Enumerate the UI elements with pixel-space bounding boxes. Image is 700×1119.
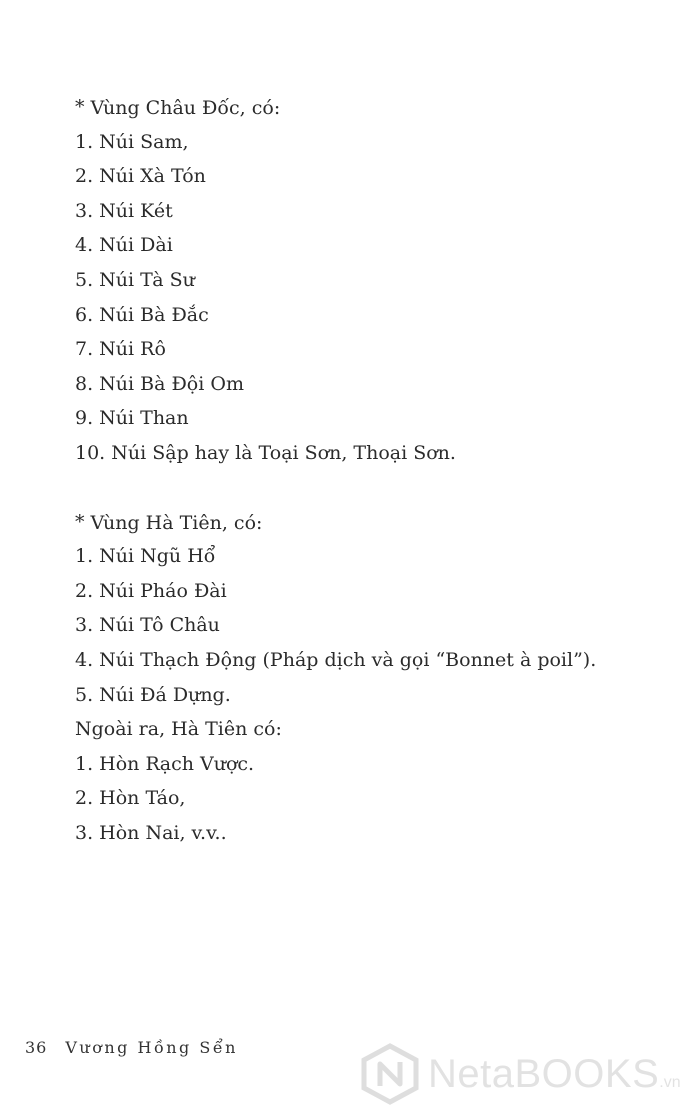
- page-body: [75, 90, 675, 850]
- list-item: 10. Núi Sập hay là Toại Sơn, Thoại Sơn.: [75, 441, 456, 464]
- author-name: Vương Hồng Sển: [65, 1038, 238, 1057]
- asterisk-icon: *: [75, 510, 85, 533]
- list-item: 2. Núi Xà Tón: [75, 165, 206, 188]
- asterisk-icon: *: [75, 96, 85, 118]
- netabooks-logo-icon: [360, 1042, 420, 1106]
- list-item: 7. Núi Rô: [75, 338, 166, 361]
- list-item: 2. Hòn Táo,: [75, 787, 186, 810]
- watermark-brand: NetaBOOKS: [428, 1052, 660, 1096]
- list-item: 1. Núi Sam,: [75, 130, 189, 153]
- section-spacer: [75, 471, 675, 505]
- watermark: [360, 1042, 695, 1106]
- list-item: 2. Núi Pháo Đài: [75, 579, 227, 602]
- section-heading-text: Vùng Châu Đốc, có:: [90, 97, 281, 119]
- section-heading-chau-doc: [75, 90, 675, 125]
- list-item: 4. Núi Thạch Động (Pháp dịch và gọi “Bonnet à poil”).: [75, 648, 597, 671]
- list-item: 1. Hòn Rạch Vược.: [75, 752, 255, 775]
- section-heading-ha-tien: [75, 505, 675, 540]
- watermark-suffix: .vn: [659, 1074, 681, 1091]
- section-heading-text: Vùng Hà Tiên, có:: [90, 511, 263, 534]
- list-item: 8. Núi Bà Đội Om: [75, 372, 244, 395]
- list-item: 3. Núi Tô Châu: [75, 614, 220, 637]
- list-item: 4. Núi Dài: [75, 234, 173, 257]
- page-footer: [25, 1038, 238, 1057]
- list-item: 3. Hòn Nai, v.v..: [75, 821, 227, 844]
- list-item: 5. Núi Tà Sư: [75, 268, 195, 291]
- list-item: 9. Núi Than: [75, 407, 189, 430]
- page-number: 36: [25, 1038, 48, 1057]
- list-item: 3. Núi Két: [75, 199, 173, 222]
- list-item: 5. Núi Đá Dựng.: [75, 683, 231, 706]
- list-item: 6. Núi Bà Đắc: [75, 303, 209, 326]
- note-line: Ngoài ra, Hà Tiên có:: [75, 718, 282, 741]
- watermark-text: [428, 1052, 681, 1097]
- list-item: 1. Núi Ngũ Hổ: [75, 545, 216, 568]
